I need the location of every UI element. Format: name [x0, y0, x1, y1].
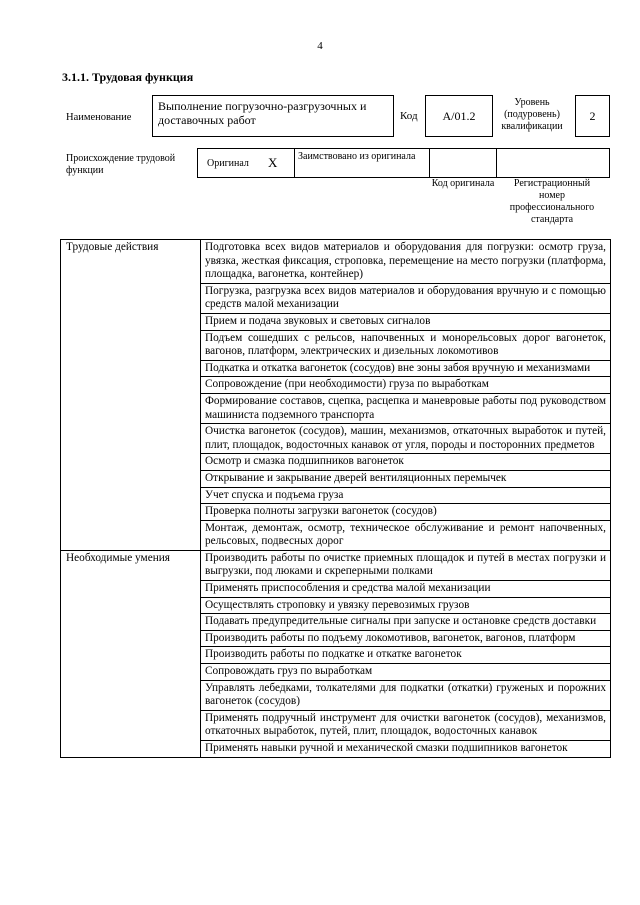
table-item: Управлять лебедками, толкателями для подкатки (откатки) груженых и порожних вагонеток (сосудов)	[201, 680, 611, 710]
table-item: Применять приспособления и средства малой механизации	[201, 581, 611, 598]
table-item: Производить работы по очистке приемных площадок и путей в местах погрузки и выгрузки, под люками и скреперными полками	[201, 550, 611, 580]
table-item: Очистка вагонеток (сосудов), машин, механизмов, откаточных выработок и путей, плит, площадок, водосточных канавок от угля, породы и посторонних предметов	[201, 424, 611, 454]
category-label: Необходимые умения	[61, 550, 201, 757]
code-label: Код	[400, 110, 418, 122]
table-item: Сопровождать груз по выработкам	[201, 664, 611, 681]
table-item: Подкатка и откатка вагонеток (сосудов) вне зоны забоя вручную и механизмами	[201, 360, 611, 377]
table-item: Применять подручный инструмент для очистки вагонеток (сосудов), механизмов, откаточных выработок, путей, плит, площадок, водосточных канавок	[201, 710, 611, 740]
table-item: Сопровождение (при необходимости) груза по выработкам	[201, 377, 611, 394]
code-value: А/01.2	[442, 108, 476, 123]
table-item: Производить работы по подъему локомотивов, вагонеток, вагонов, платформ	[201, 630, 611, 647]
level-value: 2	[589, 108, 596, 123]
level-label: Уровень (подуровень) квалификации	[501, 97, 563, 132]
section-title: 3.1.1. Трудовая функция	[62, 70, 194, 84]
page-number: 4	[317, 40, 323, 52]
table-item: Прием и подача звуковых и световых сигналов	[201, 313, 611, 330]
level-value-box	[575, 95, 610, 137]
table-row	[61, 240, 611, 284]
labor-function-table	[60, 239, 611, 758]
origin-label: Происхождение трудовой функции	[66, 153, 176, 176]
borrowed-label: Заимствовано из оригинала	[298, 151, 416, 162]
origin-code-cell	[430, 149, 497, 177]
name-value: Выполнение погрузочно-разгрузочных и доставочных работ	[158, 99, 367, 127]
table-item: Осуществлять строповку и увязку перевозимых грузов	[201, 597, 611, 614]
table-item: Подъем сошедших с рельсов, напочвенных и монорельсовых дорог вагонеток, вагонов, платформ, электрических и дизельных локомотивов	[201, 330, 611, 360]
name-label: Наименование	[66, 112, 132, 123]
name-value-box	[152, 95, 394, 137]
table-item: Производить работы по подкатке и откатке вагонеток	[201, 647, 611, 664]
original-cell	[198, 149, 295, 177]
original-mark: X	[268, 155, 278, 170]
code-value-box	[425, 95, 493, 137]
table-item: Применять навыки ручной и механической смазки подшипников вагонеток	[201, 741, 611, 758]
original-label: Оригинал	[207, 158, 249, 169]
category-label: Трудовые действия	[61, 240, 201, 551]
table-item: Открывание и закрывание дверей вентиляционных перемычек	[201, 470, 611, 487]
table-item: Осмотр и смазка подшипников вагонеток	[201, 454, 611, 471]
origin-row	[197, 148, 610, 178]
table-row	[61, 550, 611, 580]
code-caption: Код оригинала	[431, 178, 495, 189]
table-item: Монтаж, демонтаж, осмотр, техническое обслуживание и ремонт напочвенных, рельсовых, подвесных дорог	[201, 520, 611, 550]
table-item: Проверка полноты загрузки вагонеток (сосудов)	[201, 504, 611, 521]
table-item: Подготовка всех видов материалов и оборудования для погрузки: осмотр груза, увязка, жесткая фиксация, строповка, перемещение на место погрузки (платформа, площадка, вагонетка, контейнер)	[201, 240, 611, 284]
table-item: Подавать предупредительные сигналы при запуске и остановке средств доставки	[201, 614, 611, 631]
reg-caption: Регистрационный номер профессионального стандарта	[509, 178, 595, 225]
borrowed-cell	[295, 149, 430, 177]
table-item: Формирование составов, сцепка, расцепка и маневровые работы под руководством машиниста подземного транспорта	[201, 393, 611, 423]
table-item: Погрузка, разгрузка всех видов материалов и оборудования вручную и с помощью средств малой механизации	[201, 283, 611, 313]
table-item: Учет спуска и подъема груза	[201, 487, 611, 504]
